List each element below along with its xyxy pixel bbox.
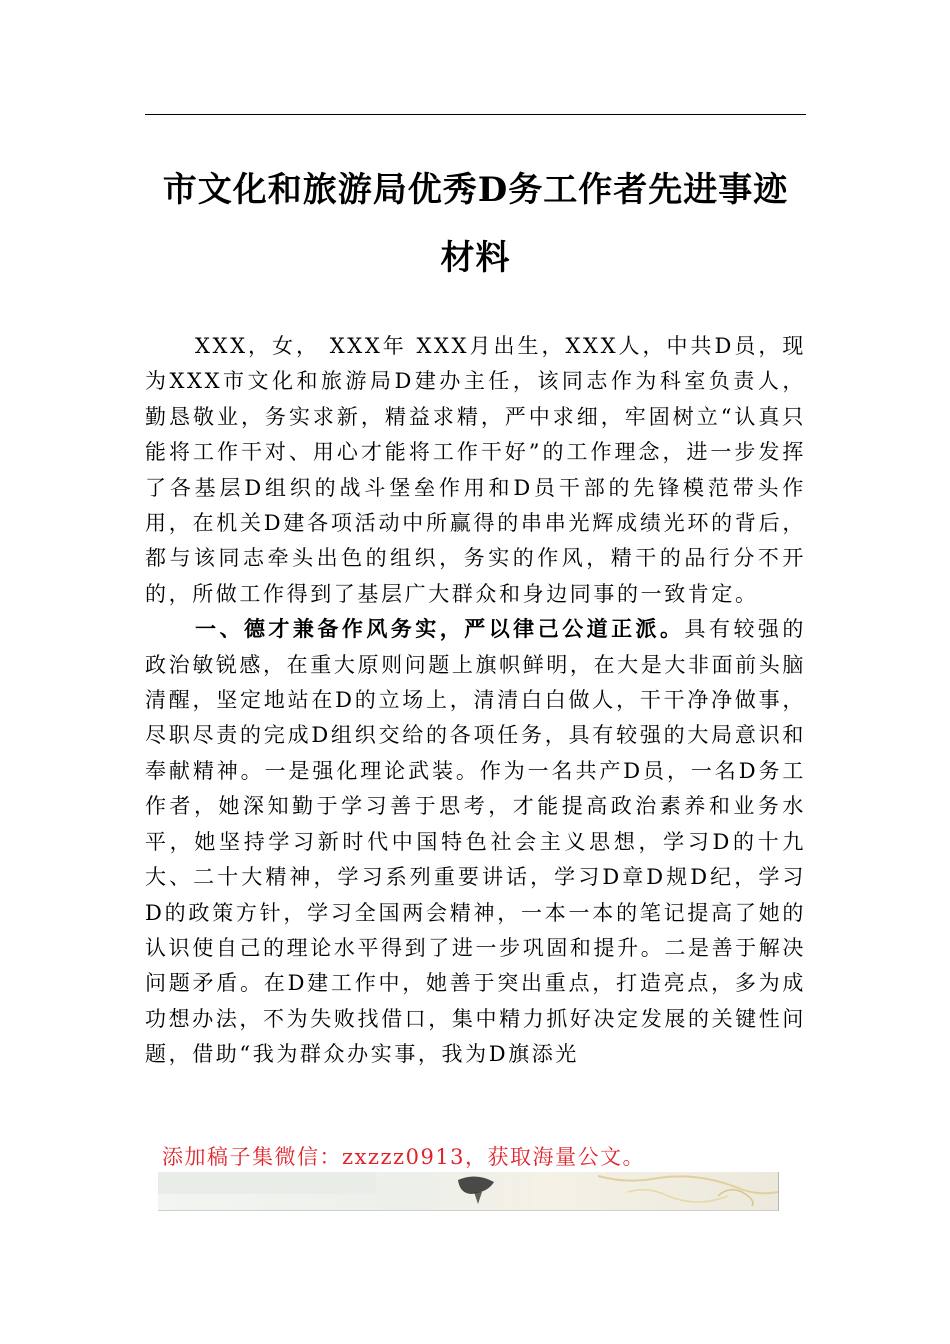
document-body (145, 329, 806, 1073)
decorative-image-strip (158, 1172, 779, 1211)
section-1-paragraph (145, 612, 806, 1072)
section-1-heading: 一、德才兼备作风务实，严以律己公道正派。 (195, 617, 685, 642)
landscape-image (158, 1172, 778, 1210)
document-title-line-1: 市文化和旅游局优秀D务工作者先进事迹 (162, 170, 789, 210)
promo-text: 添加稿子集微信：zxzzz0913，获取海量公文。 (162, 1145, 646, 1169)
intro-paragraph: XXX，女， XXX年 XXX月出生，XXX人，中共D员，现为XXX市文化和旅游局D建办主任，该同志作为科室负责人，勤恳敬业，务实求新，精益求精，严中求细，牢固树立“认真只能将工作干对、用心才能将工作干好”的工作理念，进一步发挥了各基层D组织的战斗堡垒作用和D员干部的先锋模范带头作用，在机关D建各项活动中所赢得的串串光辉成绩光环的背后，都与该同志牵头出色的组织，务实的作风，精干的品行分不开的，所做工作得到了基层广大群众和身边同事的一致肯定。 (145, 334, 806, 606)
document-title-line-2: 材料 (440, 238, 511, 278)
section-1-text: 具有较强的政治敏锐感，在重大原则问题上旗帜鲜明，在大是大非面前头脑清醒，坚定地站在D的立场上，清清白白做人，干干净净做事，尽职尽责的完成D组织交给的各项任务，具有较强的大局意识和奉献精神。一是强化理论武装。作为一名共产D员，一名D务工作者，她深知勤于学习善于思考，才能提高政治素养和业务水平，她坚持学习新时代中国特色社会主义思想，学习D的十九大、二十大精神，学习系列重要讲话，学习D章D规D纪，学习D的政策方针，学习全国两会精神，一本一本的笔记提高了她的认识使自己的理论水平得到了进一步巩固和提升。二是善于解决问题矛盾。在D建工作中，她善于突出重点，打造亮点，多为成功想办法，不为失败找借口，集中精力抓好决定发展的关键性问题，借助“我为群众办实事，我为D旗添光 (145, 617, 806, 1067)
header-rule (145, 114, 806, 115)
